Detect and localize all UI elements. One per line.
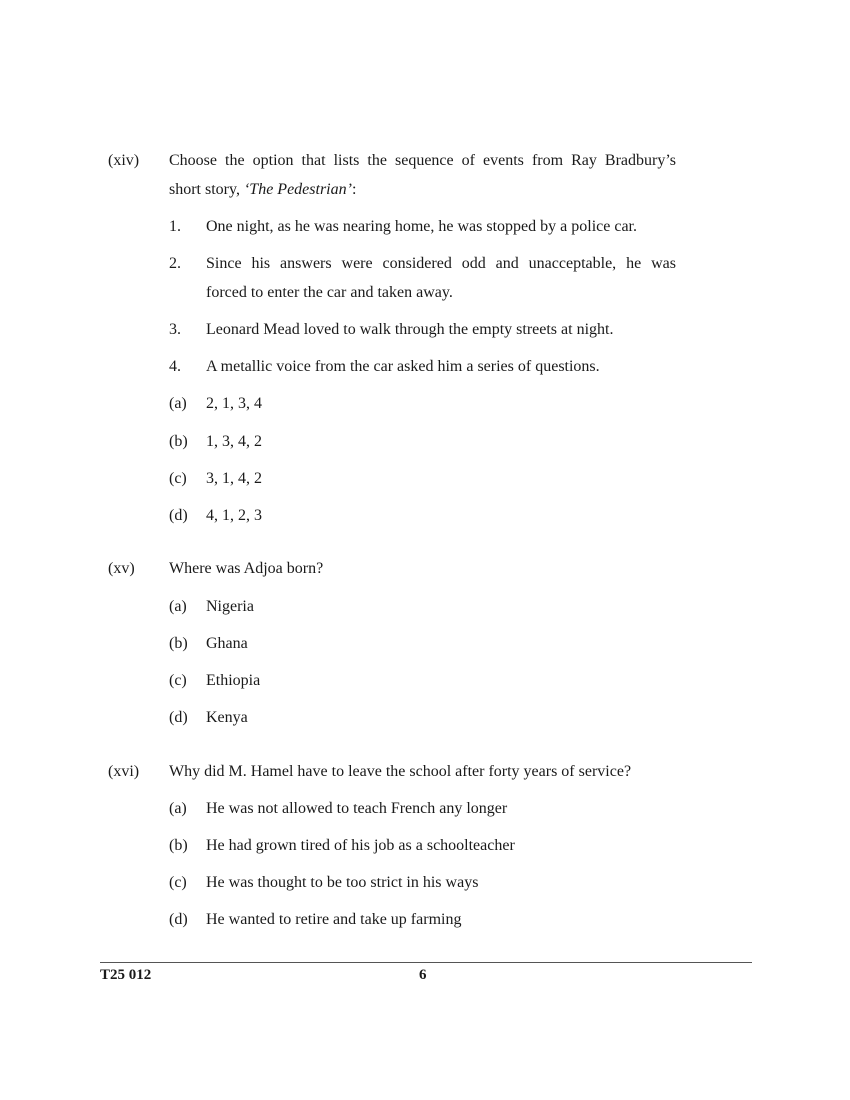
question-stem: Where was Adjoa born? [169,560,324,577]
question-number: (xv) [108,560,135,577]
option-marker: (a) [169,598,187,615]
option-text: He was thought to be too strict in his ways [206,874,479,891]
footer-divider [100,962,752,963]
option-marker: (b) [169,837,188,854]
question-number: (xvi) [108,763,140,780]
option-text: 3, 1, 4, 2 [206,470,262,487]
question-number: (xiv) [108,152,140,169]
option-text: 4, 1, 2, 3 [206,507,262,524]
event-marker: 4. [169,358,181,375]
event-text: A metallic voice from the car asked him a series of questions. [206,358,600,375]
option-marker: (c) [169,874,187,891]
question-stem: Why did M. Hamel have to leave the school after forty years of service? [169,763,632,780]
option-text: He wanted to retire and take up farming [206,911,462,928]
option-text: He had grown tired of his job as a schoolteacher [206,837,515,854]
event-marker: 3. [169,321,181,338]
option-text: Ghana [206,635,248,652]
option-marker: (a) [169,395,187,412]
event-text: Leonard Mead loved to walk through the empty streets at night. [206,321,614,338]
stem-suffix: : [351,181,357,198]
option-marker: (d) [169,507,188,524]
event-text-line-2: forced to enter the car and taken away. [206,284,453,301]
option-marker: (c) [169,672,187,689]
paper-code: T25 012 [100,967,152,983]
event-marker: 1. [169,218,181,235]
event-marker: 2. [169,255,181,272]
event-text: One night, as he was nearing home, he was stopped by a police car. [206,218,637,235]
option-marker: (d) [169,709,188,726]
option-marker: (c) [169,470,187,487]
option-marker: (a) [169,800,187,817]
stem-prefix: short story, [169,181,244,198]
option-text: 1, 3, 4, 2 [206,433,262,450]
question-stem-line-2 [169,180,356,200]
story-title: ‘The Pedestrian’ [243,181,352,198]
option-marker: (d) [169,911,188,928]
option-text: 2, 1, 3, 4 [206,395,262,412]
page-number: 6 [419,967,427,983]
option-text: Ethiopia [206,672,261,689]
option-marker: (b) [169,635,188,652]
option-text: Nigeria [206,598,254,615]
option-marker: (b) [169,433,188,450]
event-text-line-1: Since his answers were considered odd and unacceptable, he was [206,255,676,272]
question-stem-line-1: Choose the option that lists the sequence of events from Ray Bradbury’s [169,152,676,169]
option-text: He was not allowed to teach French any longer [206,800,508,817]
option-text: Kenya [206,709,248,726]
